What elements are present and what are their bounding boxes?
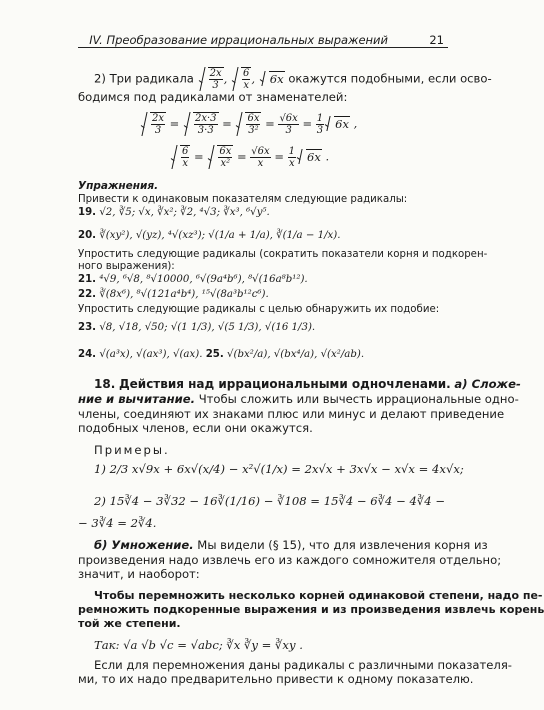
paragraph-line: произведения надо извлечь его из каждого сомножителя отдельно;	[78, 553, 502, 567]
exercise-20: 20. ∛(xy²), √(yz), ⁴√(xz³); √(1/a + 1/a), ∛(1/a − 1/x).	[78, 230, 341, 241]
paragraph-line: подобных членов, если они окажутся.	[78, 421, 313, 435]
paragraph-line: члены, соединяют их знаками плюс или минус и делают приведение	[78, 407, 505, 421]
paragraph-line: 2) Три радикала $\frac{2x}{3}$ , $\frac{6}{x}$ , 6x окажутся подобными, если осво-	[94, 68, 492, 91]
exercise-intro: Привести к одинаковым показателям следующие радикалы:	[78, 194, 408, 205]
math-radicals: $\frac{2x}{3}$ , $\frac{6}{x}$ , 6x	[198, 72, 285, 86]
rule-line: Чтобы перемножить несколько корней одинаковой степени, надо пе-	[94, 589, 543, 602]
paragraph-line: бодимся под радикалами от знаменателей:	[78, 90, 348, 104]
paragraph-line: б) Умножение. Мы видели (§ 15), что для извлечения корня из	[94, 538, 488, 552]
exercise-24-25: 24. √(a³x), √(ax³), √(ax). 25. √(bx²/a), √(bx⁴/a), √(x²/ab).	[78, 349, 365, 360]
example-2-line-1: 2) 15∛4 − 3∛32 − 16∛(1/16) − ∛108 = 15∛4 − 6∛4 − 4∛4 −	[94, 494, 446, 508]
rule-line: той же степени.	[78, 617, 181, 630]
display-equation-2: $\frac{6}{x}$ = $\frac{6x}{\text{x²}}$ = $\frac{√6x}{x}$ = $\frac{1}{x}$ 6x .	[170, 145, 329, 169]
running-header	[78, 33, 448, 48]
exercise-23: 23. √8, √18, √50; √(1 1/3), √(5 1/3), √(16 1/3).	[78, 322, 316, 333]
exercise-intro: ного выражения):	[78, 261, 175, 272]
exercises-heading: Упражнения.	[78, 180, 159, 192]
rule-line: ремножить подкоренные выражения и из произведения извлечь корень	[78, 603, 544, 616]
exercise-21: 21. ⁴√9, ⁶√8, ⁸√10000, ⁶√(9a⁴b⁶), ⁸√(16a⁸b¹²).	[78, 274, 308, 285]
exercise-22: 22. ∛(8x⁶), ⁸√(121a⁴b⁴), ¹⁵√(8a³b¹²c⁶).	[78, 289, 269, 300]
exercise-intro: Упростить следующие радикалы (сократить показатели корня и подкорен-	[78, 249, 488, 260]
paragraph-line: значит, и наоборот:	[78, 567, 200, 581]
example-multiplication: Так: √a √b √c = √abc; ∛x ∛y = ∛xy .	[94, 638, 303, 652]
paragraph-line: Если для перемножения даны радикалы с различными показателя-	[94, 658, 512, 672]
examples-label: Примеры.	[94, 443, 170, 457]
page-number: 21	[429, 33, 444, 47]
paragraph-line: ми, то их надо предварительно привести к одному показателю.	[78, 672, 474, 686]
running-title: IV. Преобразование иррациональных выражений	[89, 33, 388, 47]
example-2-line-2: − 3∛4 = 2∛4.	[78, 516, 157, 530]
display-equation-1: $\frac{2x}{3}$ = $\frac{2x\cdot 3}{3\cdot 3}$ = $\frac{6x}{\text{3²}}$ = $\frac{√6x}{3}$ = $\frac{1}{3}$ 6x ,	[140, 112, 357, 136]
exercise-19: 19. √2, ∛5; √x, ∛x²; ∛2, ⁴√3; ∛x³, ⁶√y⁵.	[78, 207, 270, 218]
exercise-intro: Упростить следующие радикалы с целью обнаружить их подобие:	[78, 304, 440, 315]
paragraph-line: ние и вычитание. Чтобы сложить или вычесть иррациональные одно-	[78, 392, 519, 406]
section-18-heading: 18. Действия над иррациональными одночленами. а) Сложе-	[94, 377, 521, 391]
example-1: 1) 2/3 x√9x + 6x√(x/4) − x²√(1/x) = 2x√x + 3x√x − x√x = 4x√x;	[94, 462, 464, 476]
